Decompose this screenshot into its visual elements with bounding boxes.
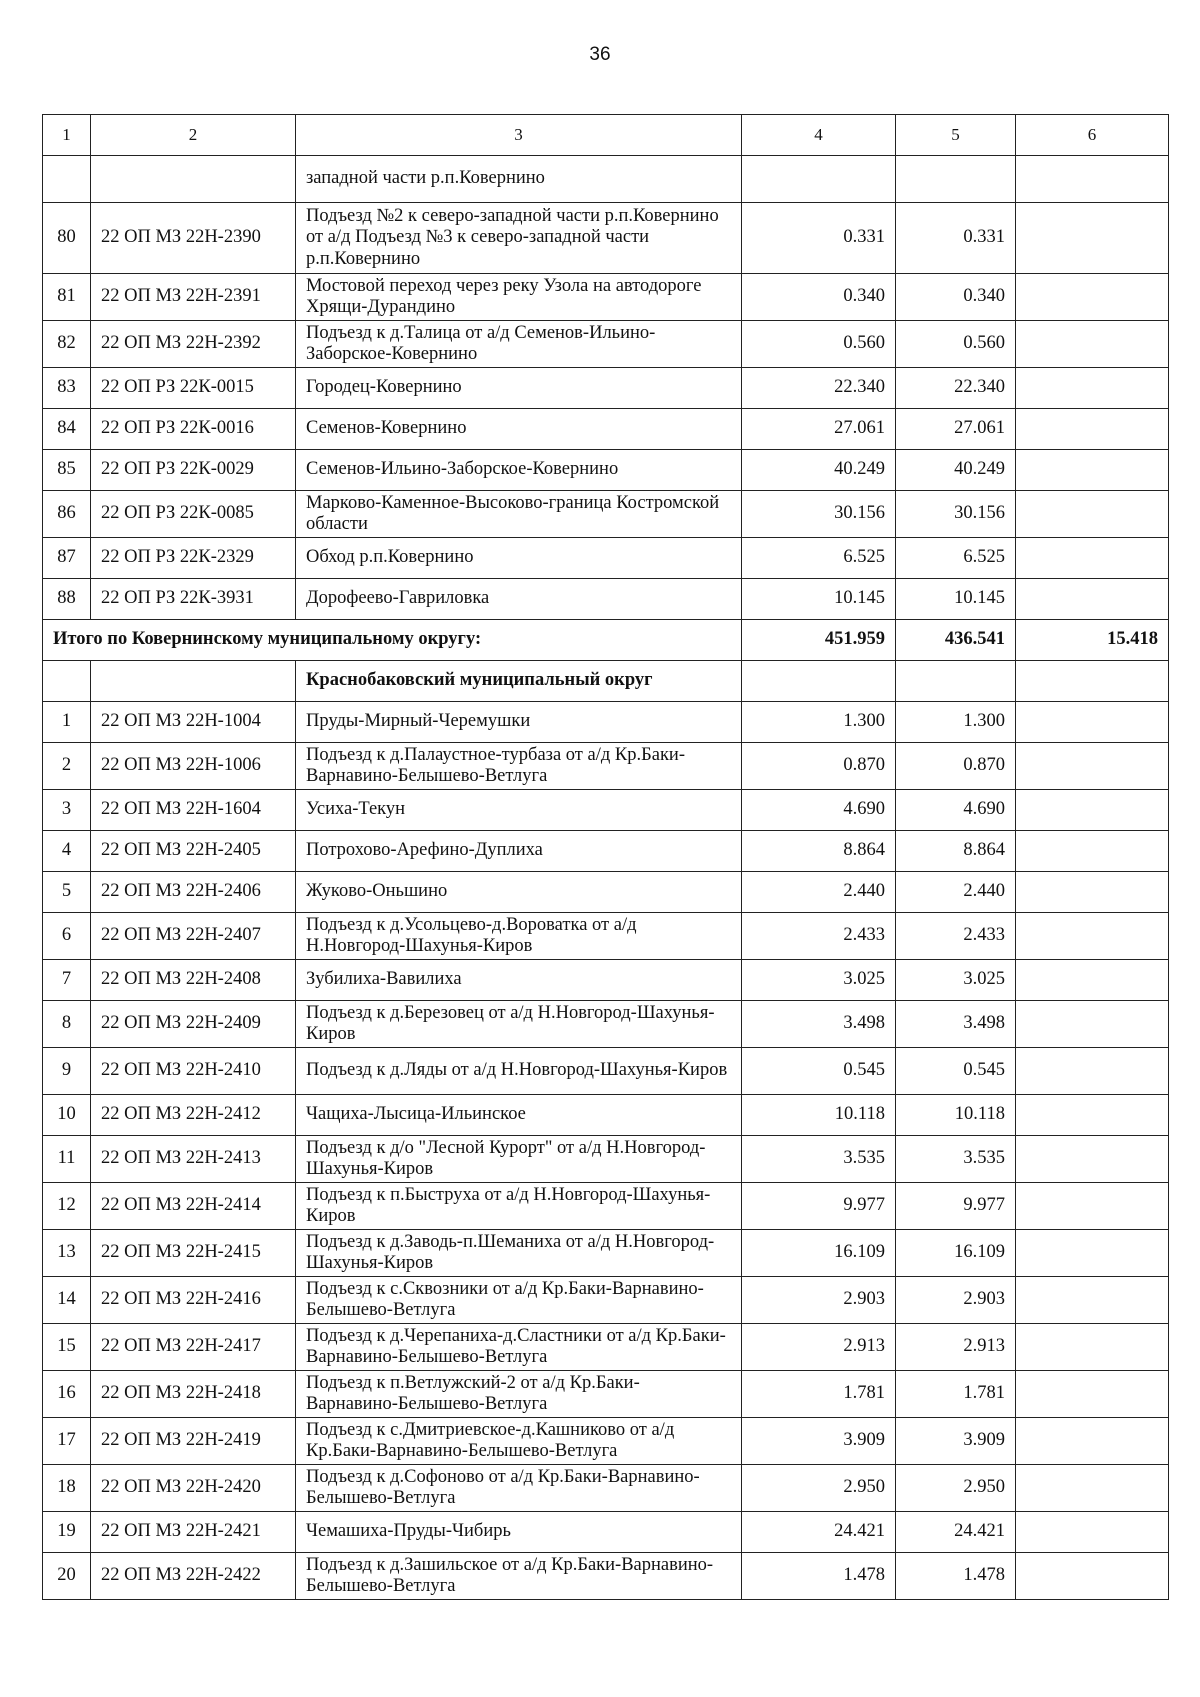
road-name: Подъезд к д/о "Лесной Курорт" от а/д Н.Новгород-Шахунья-Киров: [296, 1136, 742, 1183]
road-length-other: [1016, 790, 1169, 831]
table-row: [43, 321, 1169, 368]
road-length-hard-surface: 1.478: [896, 1553, 1016, 1600]
road-length-total: 22.340: [742, 368, 896, 409]
row-number: 19: [43, 1512, 91, 1553]
road-length-other: [1016, 1324, 1169, 1371]
row-number: 83: [43, 368, 91, 409]
row-number: 5: [43, 872, 91, 913]
row-number: 20: [43, 1553, 91, 1600]
road-length-other: [1016, 1553, 1169, 1600]
road-name: Марково-Каменное-Высоково-граница Костромской области: [296, 491, 742, 538]
road-length-other: [1016, 1418, 1169, 1465]
road-length-hard-surface: 10.145: [896, 579, 1016, 620]
road-length-other: [1016, 203, 1169, 274]
road-length-total: 3.909: [742, 1418, 896, 1465]
column-number: 1: [43, 115, 91, 156]
table-row: [43, 790, 1169, 831]
road-length-hard-surface: 8.864: [896, 831, 1016, 872]
road-length-hard-surface: 0.331: [896, 203, 1016, 274]
road-name: Подъезд к п.Быструха от а/д Н.Новгород-Шахунья-Киров: [296, 1183, 742, 1230]
road-name: Подъезд к д.Ляды от а/д Н.Новгород-Шахунья-Киров: [296, 1048, 742, 1095]
road-name: Чащиха-Лысица-Ильинское: [296, 1095, 742, 1136]
road-length-other: [1016, 1183, 1169, 1230]
road-name: Усиха-Текун: [296, 790, 742, 831]
road-length-other: [1016, 579, 1169, 620]
road-id-code: 22 ОП МЗ 22Н-2391: [91, 274, 296, 321]
row-number: 1: [43, 702, 91, 743]
district-section-row: [43, 661, 1169, 702]
table-row: [43, 409, 1169, 450]
table-row: [43, 203, 1169, 274]
road-name: Зубилиха-Вавилиха: [296, 960, 742, 1001]
road-length-other: [1016, 913, 1169, 960]
road-id-code: 22 ОП МЗ 22Н-2418: [91, 1371, 296, 1418]
table-row: [43, 1371, 1169, 1418]
road-length-other: [1016, 491, 1169, 538]
road-length-hard-surface: 40.249: [896, 450, 1016, 491]
district-total-row: [43, 620, 1169, 661]
road-length-hard-surface: 0.340: [896, 274, 1016, 321]
road-length-hard-surface: 16.109: [896, 1230, 1016, 1277]
table-row: [43, 1001, 1169, 1048]
road-name: Чемашиха-Пруды-Чибирь: [296, 1512, 742, 1553]
road-length-hard-surface: 2.903: [896, 1277, 1016, 1324]
road-name: Подъезд к д.Заводь-п.Шеманиха от а/д Н.Новгород-Шахунья-Киров: [296, 1230, 742, 1277]
road-id-code: 22 ОП МЗ 22Н-2412: [91, 1095, 296, 1136]
road-length-total: 24.421: [742, 1512, 896, 1553]
table-row: [43, 1230, 1169, 1277]
road-length-total: 16.109: [742, 1230, 896, 1277]
road-id-code: 22 ОП МЗ 22Н-2409: [91, 1001, 296, 1048]
road-length-other: [1016, 450, 1169, 491]
row-number: 16: [43, 1371, 91, 1418]
row-number: 80: [43, 203, 91, 274]
road-id-code: 22 ОП МЗ 22Н-2392: [91, 321, 296, 368]
road-length-total: 0.560: [742, 321, 896, 368]
table-row: [43, 831, 1169, 872]
road-id-code: 22 ОП МЗ 22Н-2405: [91, 831, 296, 872]
road-length-total: 2.440: [742, 872, 896, 913]
road-id-code: 22 ОП МЗ 22Н-2406: [91, 872, 296, 913]
road-length-other: [1016, 274, 1169, 321]
road-id-code: 22 ОП МЗ 22Н-2390: [91, 203, 296, 274]
table-row: [43, 491, 1169, 538]
road-name: Городец-Ковернино: [296, 368, 742, 409]
road-length-other: [1016, 409, 1169, 450]
road-length-total: 3.535: [742, 1136, 896, 1183]
road-length-total: 40.249: [742, 450, 896, 491]
road-length-other: [1016, 872, 1169, 913]
road-length-hard-surface: 0.560: [896, 321, 1016, 368]
row-number: 10: [43, 1095, 91, 1136]
road-length-total: 2.903: [742, 1277, 896, 1324]
district-total-length: 451.959: [742, 620, 896, 661]
table-row: [43, 1183, 1169, 1230]
road-name: Пруды-Мирный-Черемушки: [296, 702, 742, 743]
table-row: [43, 872, 1169, 913]
road-length-hard-surface: 30.156: [896, 491, 1016, 538]
row-number: 82: [43, 321, 91, 368]
road-length-other: [1016, 321, 1169, 368]
road-name: Семенов-Ильино-Заборское-Ковернино: [296, 450, 742, 491]
road-id-code: 22 ОП МЗ 22Н-2417: [91, 1324, 296, 1371]
road-length-other: [1016, 960, 1169, 1001]
table-row: [43, 1048, 1169, 1095]
row-number: 9: [43, 1048, 91, 1095]
road-length-hard-surface: 27.061: [896, 409, 1016, 450]
empty-cell: [896, 661, 1016, 702]
empty-cell: [1016, 661, 1169, 702]
road-length-total: 8.864: [742, 831, 896, 872]
table-row: [43, 1465, 1169, 1512]
road-length-hard-surface: 24.421: [896, 1512, 1016, 1553]
row-number: 17: [43, 1418, 91, 1465]
district-total-hard-surface: 436.541: [896, 620, 1016, 661]
empty-cell: [43, 661, 91, 702]
road-id-code: 22 ОП МЗ 22Н-2419: [91, 1418, 296, 1465]
road-id-code: 22 ОП МЗ 22Н-2414: [91, 1183, 296, 1230]
road-id-code: 22 ОП МЗ 22Н-1604: [91, 790, 296, 831]
road-id-code: 22 ОП РЗ 22К-3931: [91, 579, 296, 620]
road-id-code: 22 ОП РЗ 22К-0085: [91, 491, 296, 538]
table-row: [43, 274, 1169, 321]
road-id-code: 22 ОП РЗ 22К-0016: [91, 409, 296, 450]
road-name: Подъезд к п.Ветлужский-2 от а/д Кр.Баки-Варнавино-Белышево-Ветлуга: [296, 1371, 742, 1418]
table-row: [43, 702, 1169, 743]
road-length-hard-surface: 1.781: [896, 1371, 1016, 1418]
row-number: 12: [43, 1183, 91, 1230]
road-name: Подъезд к д.Березовец от а/д Н.Новгород-Шахунья-Киров: [296, 1001, 742, 1048]
row-number: 87: [43, 538, 91, 579]
column-number: 2: [91, 115, 296, 156]
table-row: [43, 743, 1169, 790]
road-length-hard-surface: 2.950: [896, 1465, 1016, 1512]
road-length-total: 30.156: [742, 491, 896, 538]
road-length-other: [1016, 538, 1169, 579]
road-length-hard-surface: 3.498: [896, 1001, 1016, 1048]
row-number: 3: [43, 790, 91, 831]
row-number: 7: [43, 960, 91, 1001]
road-id-code: 22 ОП МЗ 22Н-2416: [91, 1277, 296, 1324]
row-number: 11: [43, 1136, 91, 1183]
road-length-hard-surface: 0.545: [896, 1048, 1016, 1095]
road-name: Обход р.п.Ковернино: [296, 538, 742, 579]
road-length-hard-surface: 22.340: [896, 368, 1016, 409]
road-id-code: 22 ОП МЗ 22Н-1004: [91, 702, 296, 743]
road-length-total: 2.433: [742, 913, 896, 960]
row-number: 6: [43, 913, 91, 960]
road-length-hard-surface: 3.025: [896, 960, 1016, 1001]
empty-cell: [91, 661, 296, 702]
road-length-other: [1016, 702, 1169, 743]
road-name: Подъезд к с.Дмитриевское-д.Кашниково от а/д Кр.Баки-Варнавино-Белышево-Ветлуга: [296, 1418, 742, 1465]
table-row: [43, 1095, 1169, 1136]
road-name: Подъезд к д.Черепаниха-д.Сластники от а/д Кр.Баки-Варнавино-Белышево-Ветлуга: [296, 1324, 742, 1371]
column-number: 5: [896, 115, 1016, 156]
road-length-total: 2.913: [742, 1324, 896, 1371]
empty-cell: [43, 156, 91, 203]
table-row: [43, 368, 1169, 409]
road-length-other: [1016, 1465, 1169, 1512]
road-length-hard-surface: 10.118: [896, 1095, 1016, 1136]
continuation-row: [43, 156, 1169, 203]
road-name: Подъезд к д.Талица от а/д Семенов-Ильино-Заборское-Ковернино: [296, 321, 742, 368]
road-id-code: 22 ОП РЗ 22К-0015: [91, 368, 296, 409]
road-length-total: 3.025: [742, 960, 896, 1001]
road-length-other: [1016, 1230, 1169, 1277]
road-name: Подъезд к д.Усольцево-д.Вороватка от а/д Н.Новгород-Шахунья-Киров: [296, 913, 742, 960]
road-id-code: 22 ОП МЗ 22Н-2421: [91, 1512, 296, 1553]
empty-cell: [896, 156, 1016, 203]
district-section-title: Краснобаковский муниципальный округ: [296, 661, 742, 702]
row-number: 8: [43, 1001, 91, 1048]
road-id-code: 22 ОП МЗ 22Н-1006: [91, 743, 296, 790]
district-total-other: 15.418: [1016, 620, 1169, 661]
column-number: 4: [742, 115, 896, 156]
road-id-code: 22 ОП МЗ 22Н-2408: [91, 960, 296, 1001]
road-length-total: 27.061: [742, 409, 896, 450]
row-number: 81: [43, 274, 91, 321]
row-number: 14: [43, 1277, 91, 1324]
road-id-code: 22 ОП МЗ 22Н-2420: [91, 1465, 296, 1512]
road-length-hard-surface: 9.977: [896, 1183, 1016, 1230]
table-row: [43, 1553, 1169, 1600]
table-row: [43, 1277, 1169, 1324]
road-length-other: [1016, 1512, 1169, 1553]
road-name: Дорофеево-Гавриловка: [296, 579, 742, 620]
road-length-total: 0.870: [742, 743, 896, 790]
road-length-total: 1.781: [742, 1371, 896, 1418]
column-number-row: [43, 115, 1169, 156]
road-length-total: 4.690: [742, 790, 896, 831]
road-id-code: 22 ОП МЗ 22Н-2413: [91, 1136, 296, 1183]
column-number: 6: [1016, 115, 1169, 156]
road-length-other: [1016, 831, 1169, 872]
empty-cell: [1016, 156, 1169, 203]
row-number: 84: [43, 409, 91, 450]
table-row: [43, 960, 1169, 1001]
road-length-other: [1016, 368, 1169, 409]
row-number: 18: [43, 1465, 91, 1512]
road-id-code: 22 ОП МЗ 22Н-2415: [91, 1230, 296, 1277]
road-length-total: 6.525: [742, 538, 896, 579]
road-name: Подъезд к д.Зашильское от а/д Кр.Баки-Варнавино-Белышево-Ветлуга: [296, 1553, 742, 1600]
road-length-hard-surface: 3.535: [896, 1136, 1016, 1183]
road-length-hard-surface: 0.870: [896, 743, 1016, 790]
road-length-total: 2.950: [742, 1465, 896, 1512]
road-length-total: 0.545: [742, 1048, 896, 1095]
table-row: [43, 1324, 1169, 1371]
table-row: [43, 1512, 1169, 1553]
road-name: Подъезд к д.Палаустное-турбаза от а/д Кр.Баки-Варнавино-Белышево-Ветлуга: [296, 743, 742, 790]
road-length-other: [1016, 1095, 1169, 1136]
road-length-hard-surface: 2.433: [896, 913, 1016, 960]
road-name: Потрохово-Арефино-Дуплиха: [296, 831, 742, 872]
road-length-hard-surface: 1.300: [896, 702, 1016, 743]
road-name: Мостовой переход через реку Узола на автодороге Хрящи-Дурандино: [296, 274, 742, 321]
road-length-total: 9.977: [742, 1183, 896, 1230]
empty-cell: [91, 156, 296, 203]
road-length-other: [1016, 1048, 1169, 1095]
table-row: [43, 538, 1169, 579]
empty-cell: [742, 661, 896, 702]
table-row: [43, 579, 1169, 620]
column-number: 3: [296, 115, 742, 156]
row-number: 85: [43, 450, 91, 491]
empty-cell: [742, 156, 896, 203]
roads-table: [42, 114, 1169, 1600]
row-number: 86: [43, 491, 91, 538]
road-length-total: 0.340: [742, 274, 896, 321]
road-length-hard-surface: 4.690: [896, 790, 1016, 831]
road-length-hard-surface: 3.909: [896, 1418, 1016, 1465]
road-length-hard-surface: 6.525: [896, 538, 1016, 579]
road-name: Семенов-Ковернино: [296, 409, 742, 450]
row-number: 2: [43, 743, 91, 790]
table-row: [43, 1418, 1169, 1465]
district-total-label: Итого по Ковернинскому муниципальному округу:: [43, 620, 742, 661]
road-length-other: [1016, 1001, 1169, 1048]
table-row: [43, 913, 1169, 960]
road-name-continuation: западной части р.п.Ковернино: [296, 156, 742, 203]
row-number: 88: [43, 579, 91, 620]
road-length-other: [1016, 743, 1169, 790]
road-id-code: 22 ОП МЗ 22Н-2422: [91, 1553, 296, 1600]
road-length-total: 10.118: [742, 1095, 896, 1136]
road-name: Жуково-Оньшино: [296, 872, 742, 913]
road-length-total: 1.300: [742, 702, 896, 743]
row-number: 4: [43, 831, 91, 872]
road-length-total: 1.478: [742, 1553, 896, 1600]
table-row: [43, 450, 1169, 491]
road-name: Подъезд №2 к северо-западной части р.п.Ковернино от а/д Подъезд №3 к северо-западной части р.п.Ковернино: [296, 203, 742, 274]
road-length-total: 10.145: [742, 579, 896, 620]
road-length-hard-surface: 2.913: [896, 1324, 1016, 1371]
road-length-hard-surface: 2.440: [896, 872, 1016, 913]
table-row: [43, 1136, 1169, 1183]
row-number: 13: [43, 1230, 91, 1277]
road-length-other: [1016, 1136, 1169, 1183]
road-length-other: [1016, 1371, 1169, 1418]
road-length-total: 3.498: [742, 1001, 896, 1048]
row-number: 15: [43, 1324, 91, 1371]
road-id-code: 22 ОП МЗ 22Н-2407: [91, 913, 296, 960]
road-id-code: 22 ОП РЗ 22К-2329: [91, 538, 296, 579]
road-id-code: 22 ОП РЗ 22К-0029: [91, 450, 296, 491]
road-id-code: 22 ОП МЗ 22Н-2410: [91, 1048, 296, 1095]
page-number: 36: [589, 44, 611, 65]
road-length-total: 0.331: [742, 203, 896, 274]
road-name: Подъезд к д.Софоново от а/д Кр.Баки-Варнавино-Белышево-Ветлуга: [296, 1465, 742, 1512]
road-length-other: [1016, 1277, 1169, 1324]
road-name: Подъезд к с.Сквозники от а/д Кр.Баки-Варнавино-Белышево-Ветлуга: [296, 1277, 742, 1324]
